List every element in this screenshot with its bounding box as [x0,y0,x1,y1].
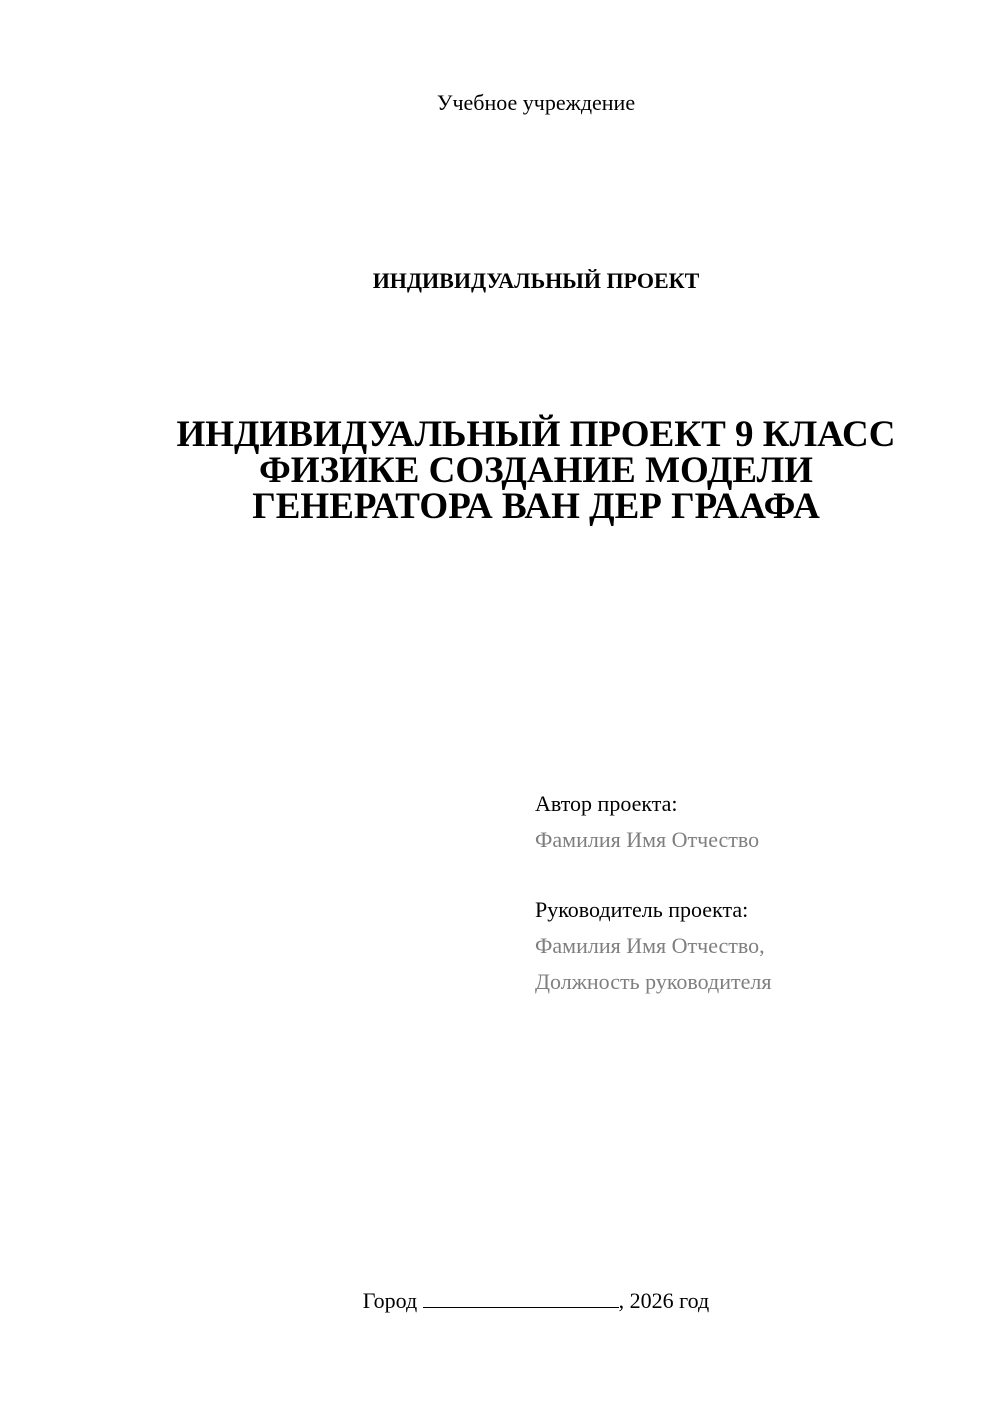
institution-name: Учебное учреждение [436,90,636,115]
year-text: , 2026 год [618,1288,710,1313]
city-blank-line [423,1289,619,1308]
document-type: ИНДИВИДУАЛЬНЫЙ ПРОЕКТ [372,268,700,293]
project-title [110,414,962,527]
supervisor-block [535,892,955,1000]
project-title-line-3: ГЕНЕРАТОРА ВАН ДЕР ГРААФА [252,486,820,527]
project-title-line-2: ФИЗИКЕ СОЗДАНИЕ МОДЕЛИ [259,450,813,491]
supervisor-label: Руководитель проекта: [535,897,749,922]
project-title-line-1: ИНДИВИДУАЛЬНЫЙ ПРОЕКТ 9 КЛАСС [176,414,896,455]
author-block [535,786,955,858]
footer-city-year [0,1288,1000,1314]
supervisor-name: Фамилия Имя Отчество, [535,933,765,958]
author-name: Фамилия Имя Отчество [535,827,760,852]
author-label: Автор проекта: [535,791,678,816]
city-label: Город [362,1288,418,1313]
supervisor-position: Должность руководителя [535,969,772,994]
